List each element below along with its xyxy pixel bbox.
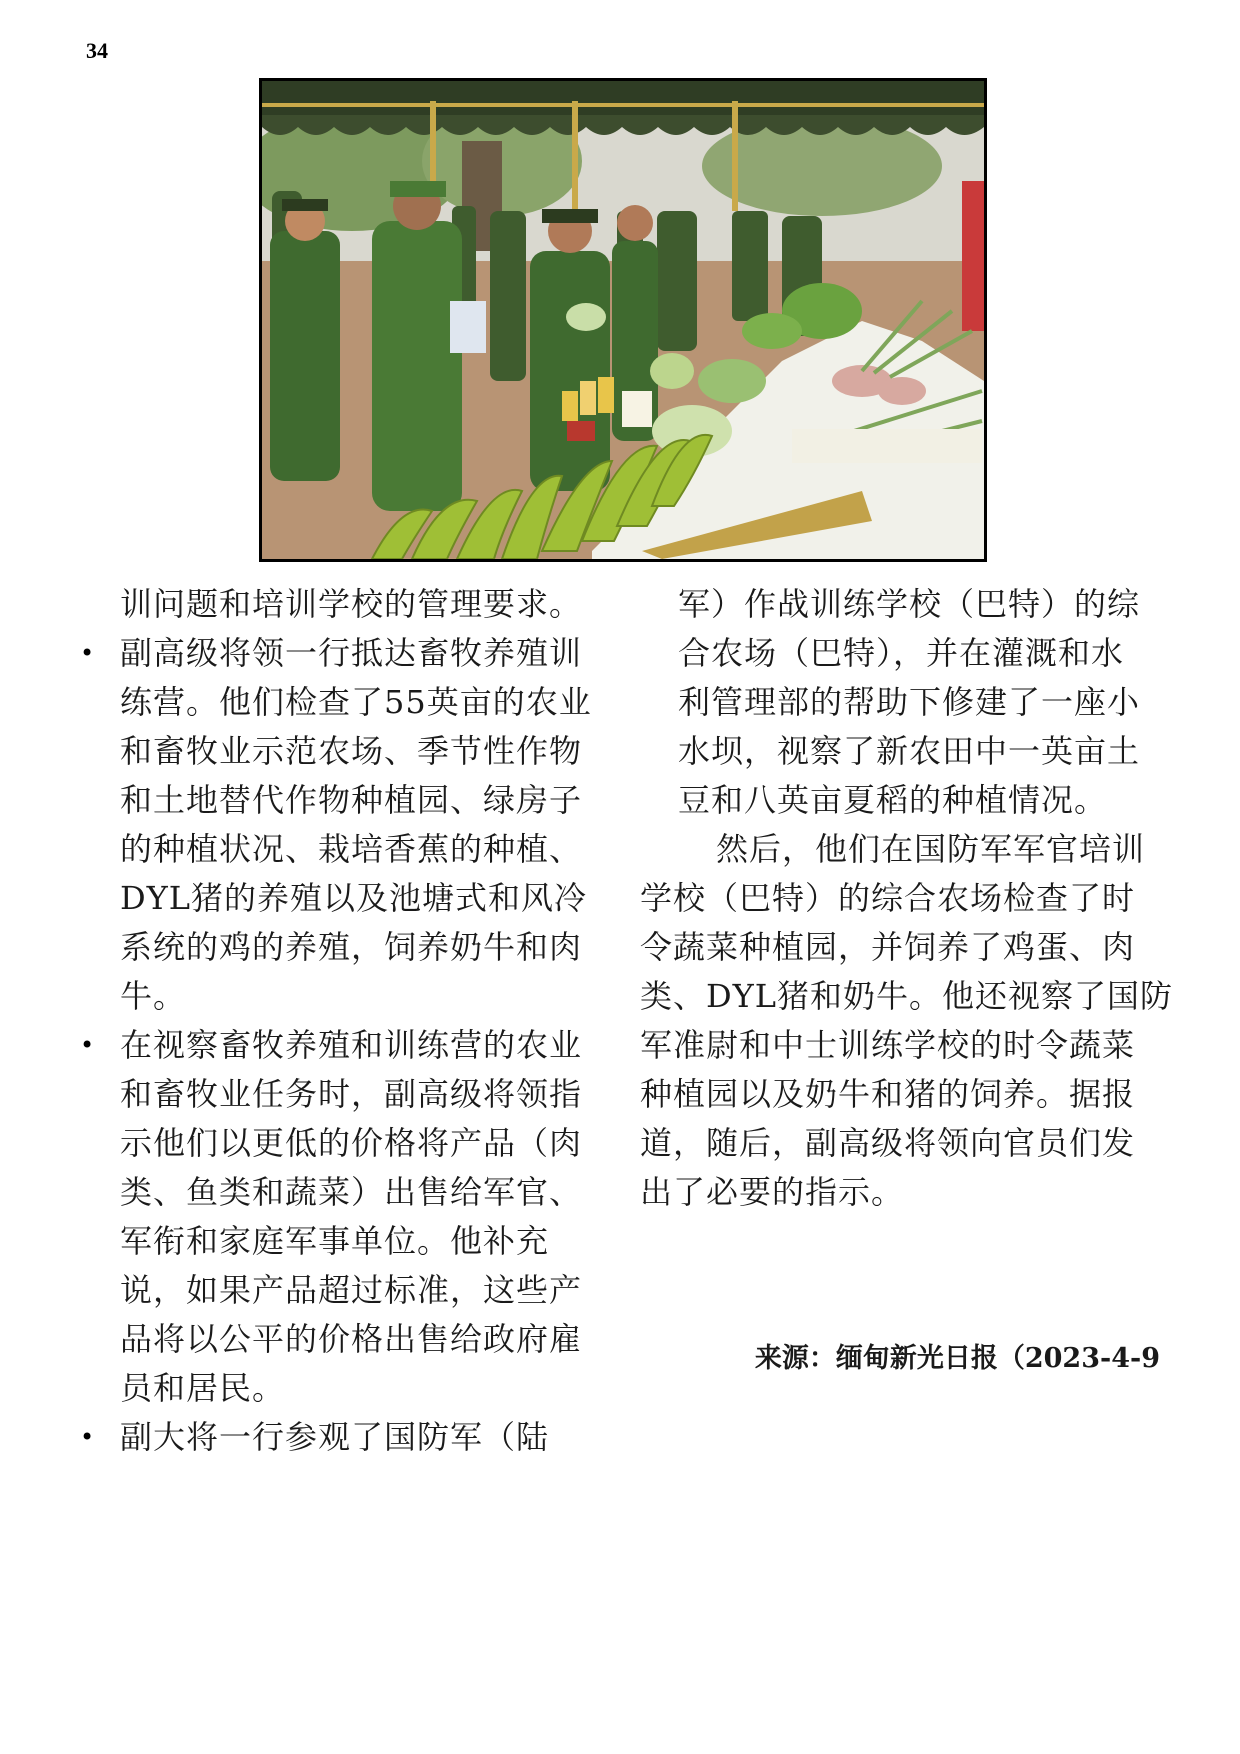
right-column xyxy=(640,580,1174,1217)
paragraph-line: 学校（巴特）的综合农场检查了时 xyxy=(640,879,1136,917)
continued-line: 军）作战训练学校（巴特）的综 xyxy=(678,585,1141,623)
text-line: 在视察畜牧养殖和训练营的农业 xyxy=(120,1026,583,1064)
text-line: 系统的鸡的养殖，饲养奶牛和肉 xyxy=(120,928,583,966)
left-column xyxy=(80,580,610,1462)
continued-line: 利管理部的帮助下修建了一座小 xyxy=(678,683,1141,721)
source-citation: 来源：缅甸新光日报（2023-4-9 xyxy=(754,1343,1160,1374)
photo-illustration xyxy=(262,81,984,559)
text-line: 品将以公平的价格出售给政府雇 xyxy=(120,1320,583,1358)
continued-line: 合农场（巴特），并在灌溉和水 xyxy=(678,634,1125,672)
paragraph-line: 令蔬菜种植园，并饲养了鸡蛋、肉 xyxy=(640,928,1136,966)
paragraph-line: 出了必要的指示。 xyxy=(640,1173,905,1211)
paragraph-line: 种植园以及奶牛和猪的饲养。据报 xyxy=(640,1075,1136,1113)
bullet-icon: • xyxy=(80,1031,96,1059)
paragraph-line: 类、DYL猪和奶牛。他还视察了国防 xyxy=(640,977,1174,1015)
text-line: 说，如果产品超过标准，这些产 xyxy=(120,1271,583,1309)
news-photo xyxy=(259,78,987,562)
text-line: 和土地替代作物种植园、绿房子 xyxy=(120,781,583,819)
bullet-icon: • xyxy=(80,1423,96,1451)
text-line: 军衔和家庭军事单位。他补充 xyxy=(120,1222,550,1260)
paragraph-line: 然后，他们在国防军军官培训 xyxy=(716,830,1146,868)
text-line: 牛。 xyxy=(120,977,187,1015)
text-line: 示他们以更低的价格将产品（肉 xyxy=(120,1124,583,1162)
text-line: 和畜牧业示范农场、季节性作物 xyxy=(120,732,583,770)
continued-line: 豆和八英亩夏稻的种植情况。 xyxy=(678,781,1108,819)
page-number: 34 xyxy=(86,38,108,63)
bullet-item xyxy=(80,1413,610,1462)
bullet-icon: • xyxy=(80,639,96,667)
paragraph-line: 军准尉和中士训练学校的时令蔬菜 xyxy=(640,1026,1136,1064)
bullet-item xyxy=(80,629,610,1021)
bullet-item xyxy=(80,1021,610,1413)
text-line: 类、鱼类和蔬菜）出售给军官、 xyxy=(120,1173,583,1211)
text-line: 副高级将领一行抵达畜牧养殖训 xyxy=(120,634,583,672)
text-line: 员和居民。 xyxy=(120,1369,286,1407)
paragraph-line: 道，随后，副高级将领向官员们发 xyxy=(640,1124,1136,1162)
text-line: DYL猪的养殖以及池塘式和风冷 xyxy=(120,879,588,917)
text-line: 和畜牧业任务时，副高级将领指 xyxy=(120,1075,583,1113)
continued-line: 训问题和培训学校的管理要求。 xyxy=(120,585,583,623)
text-line: 副大将一行参观了国防军（陆 xyxy=(120,1418,550,1456)
text-line: 练营。他们检查了55英亩的农业 xyxy=(120,683,592,721)
text-line: 的种植状况、栽培香蕉的种植、 xyxy=(120,830,583,868)
continued-line: 水坝，视察了新农田中一英亩土 xyxy=(678,732,1141,770)
